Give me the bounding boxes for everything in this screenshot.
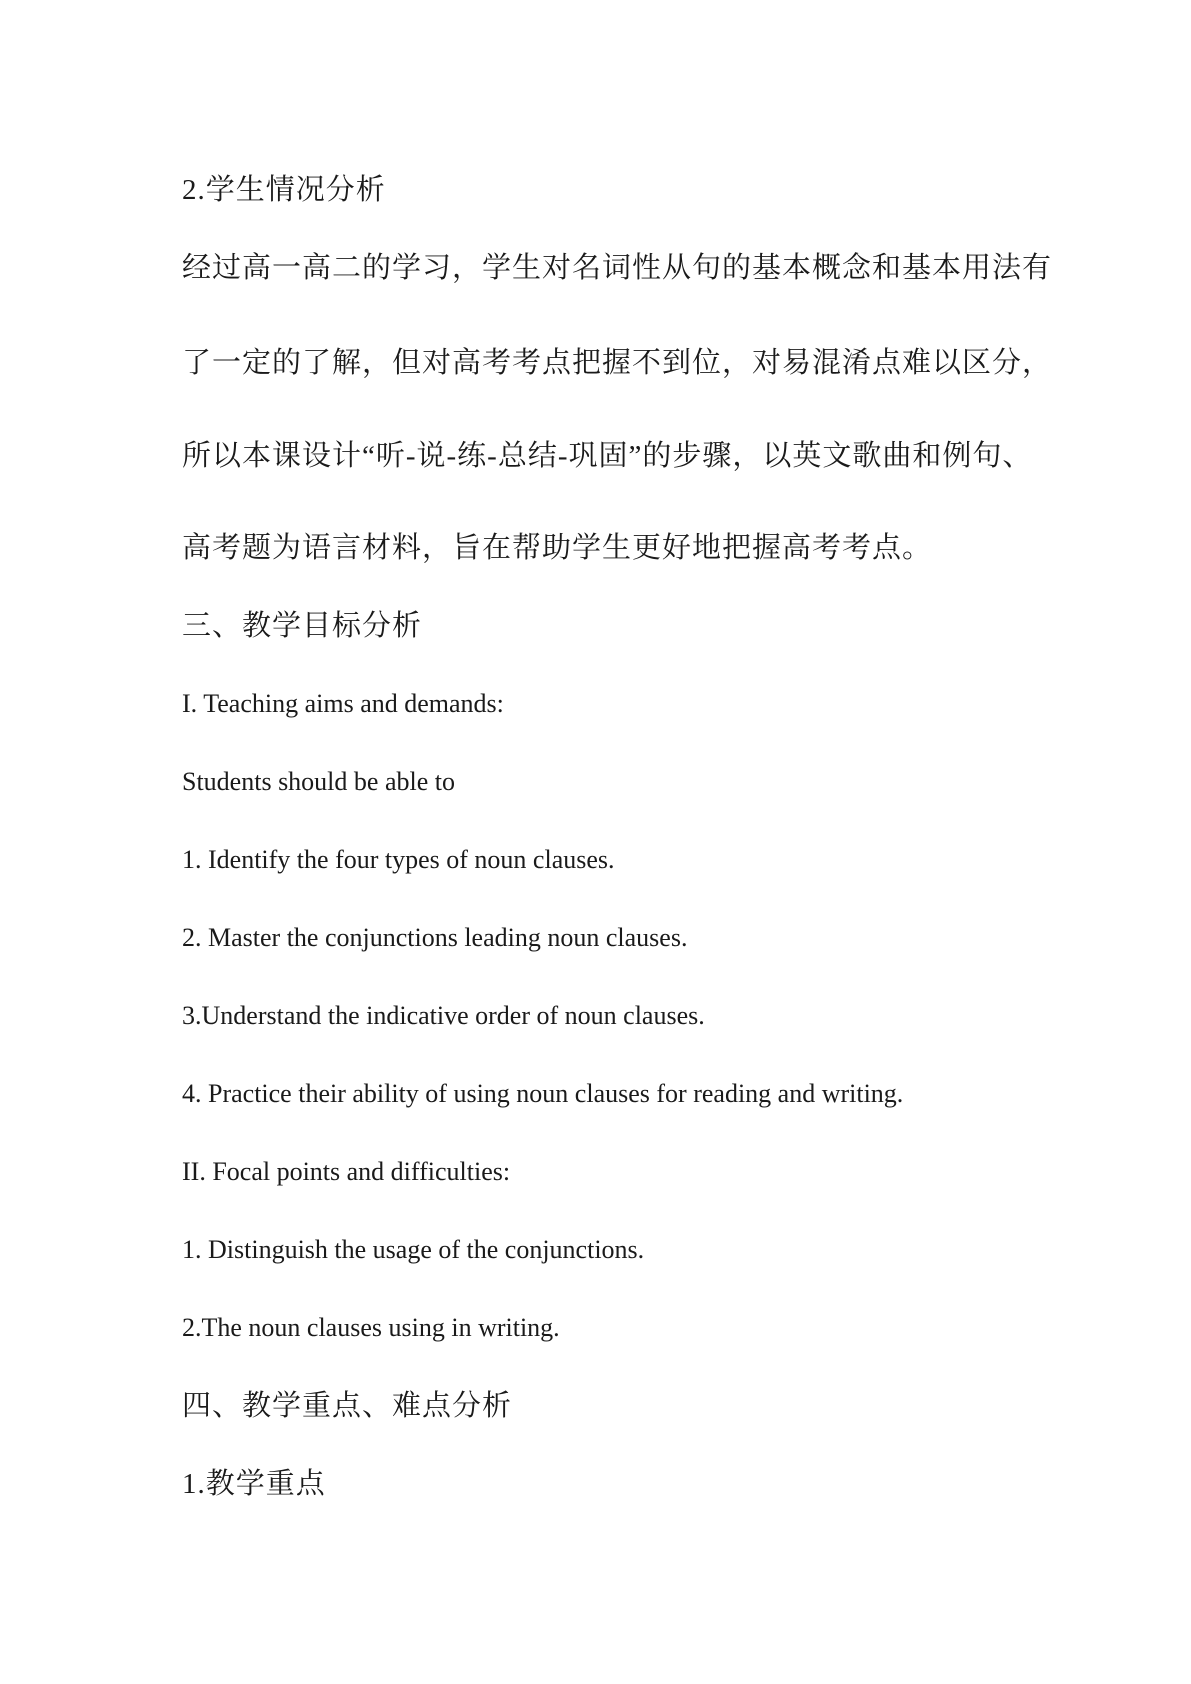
paragraph-line: 经过高一高二的学习，学生对名词性从句的基本概念和基本用法有 <box>182 252 1053 284</box>
subheading-teaching-key-points: 1.教学重点 <box>182 1468 326 1500</box>
subheading-focal-points: II. Focal points and difficulties: <box>182 1157 511 1186</box>
list-item: 3.Understand the indicative order of noun clauses. <box>182 1001 705 1030</box>
section-heading-teaching-objectives: 三、教学目标分析 <box>182 610 423 642</box>
paragraph-line: 所以本课设计“听-说-练-总结-巩固”的步骤，以英文歌曲和例句、 <box>182 440 1033 472</box>
section-heading-key-difficult-points: 四、教学重点、难点分析 <box>182 1390 513 1422</box>
paragraph-line: Students should be able to <box>182 767 455 796</box>
subheading-teaching-aims: I. Teaching aims and demands: <box>182 689 504 718</box>
section-heading-student-analysis: 2.学生情况分析 <box>182 174 386 206</box>
paragraph-line: 高考题为语言材料，旨在帮助学生更好地把握高考考点。 <box>182 532 933 564</box>
paragraph-line: 了一定的了解，但对高考考点把握不到位，对易混淆点难以区分， <box>182 347 1053 379</box>
list-item: 1. Distinguish the usage of the conjunctions. <box>182 1235 645 1264</box>
list-item: 2.The noun clauses using in writing. <box>182 1313 560 1342</box>
list-item: 1. Identify the four types of noun clauses. <box>182 845 615 874</box>
list-item: 4. Practice their ability of using noun clauses for reading and writing. <box>182 1079 904 1108</box>
list-item: 2. Master the conjunctions leading noun clauses. <box>182 923 688 952</box>
